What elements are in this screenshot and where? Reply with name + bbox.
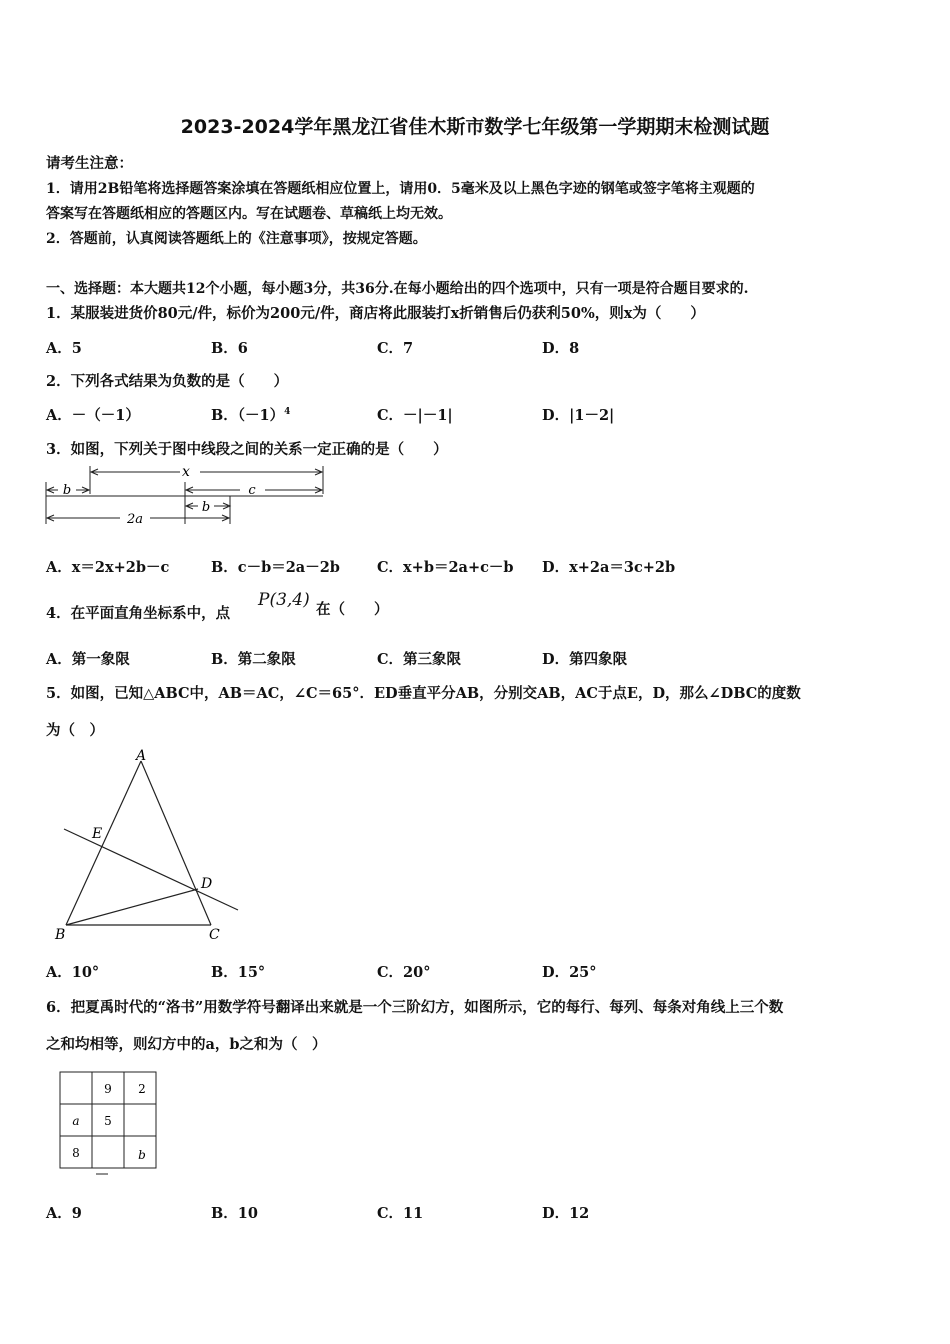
q5-stem-line-2: 为（ ） [46,722,104,739]
q2-option-a[interactable]: A．－（－1） [46,407,140,424]
q4-option-a[interactable]: A．第一象限 [46,651,130,668]
q3-label-b-top: b [62,483,72,498]
q4-option-d[interactable]: D．第四象限 [542,651,628,668]
notice-line-2: 2．答题前，认真阅读答题纸上的《注意事项》，按规定答题。 [46,231,427,247]
q5-option-b[interactable]: B．15° [211,964,266,981]
q4-stem-post: 在（ ） [316,601,389,618]
q2-option-b-base: B．（－1） [211,407,285,424]
q1-stem: 1．某服装进货价80元/件，标价为200元/件，商店将此服装打x折销售后仍获利50%，则x为（ ） [46,305,705,322]
q2-option-b-exponent: 4 [284,407,291,418]
q3-option-b[interactable]: B．c－b＝2a－2b [211,559,340,576]
q2-option-b[interactable] [211,404,290,425]
q4-point: P(3,4) [258,590,310,610]
notice-line-1: 1．请用2B铅笔将选择题答案涂填在答题纸相应位置上，请用0．5毫米及以上黑色字迹的钢笔或签字笔将主观题的 [46,181,755,197]
q5-label-d: D [201,876,213,892]
page-title: 2023-2024学年黑龙江省佳木斯市数学七年级第一学期期末检测试题 [180,116,770,138]
q5-label-e: E [92,826,103,842]
q5-option-d[interactable]: D．25° [542,964,597,981]
q6-option-d[interactable]: D．12 [542,1205,590,1222]
q6-cell-2-0: 8 [72,1146,80,1160]
q6-stem-line-1: 6．把夏禹时代的“洛书”用数学符号翻译出来就是一个三阶幻方，如图所示，它的每行、每列、每条对角线上三个数 [46,999,784,1016]
q4-stem-pre: 4．在平面直角坐标系中，点 [46,605,231,622]
q6-option-c[interactable]: C．11 [377,1205,424,1222]
q1-option-c[interactable]: C．7 [377,340,414,357]
q6-cell-0-1: 9 [104,1082,112,1096]
q5-label-b: B [55,927,66,943]
q5-triangle-figure [44,745,249,945]
q5-option-c[interactable]: C．20° [377,964,431,981]
notice-heading: 请考生注意： [46,155,133,172]
q1-option-d[interactable]: D．8 [542,340,580,357]
q2-option-d[interactable]: D．|1－2| [542,407,615,424]
q3-option-d[interactable]: D．x+2a＝3c+2b [542,559,676,576]
q5-label-a: A [136,748,147,764]
q3-stem: 3．如图，下列关于图中线段之间的关系一定正确的是（ ） [46,441,448,458]
q2-option-c[interactable]: C．－|－1| [377,407,453,424]
q6-cell-1-1: 5 [104,1114,112,1128]
q3-label-b-bottom: b [201,500,211,515]
q2-stem: 2．下列各式结果为负数的是（ ） [46,373,289,390]
q4-option-c[interactable]: C．第三象限 [377,651,462,668]
q3-option-c[interactable]: C．x+b＝2a+c－b [377,559,514,576]
section-heading: 一、选择题：本大题共12个小题，每小题3分，共36分.在每小题给出的四个选项中，只有一项是符合题目要求的. [46,281,749,297]
q6-cell-1-0: a [72,1114,80,1128]
q6-option-b[interactable]: B．10 [211,1205,258,1222]
q3-label-c: c [248,483,256,498]
notice-line-1b: 答案写在答题纸相应的答题区内。写在试题卷、草稿纸上均无效。 [46,206,452,222]
q6-cell-0-2: 2 [138,1082,146,1096]
q5-option-a[interactable]: A．10° [46,964,100,981]
q1-option-a[interactable]: A．5 [46,340,82,357]
q6-cell-2-2: b [138,1148,146,1162]
q5-label-c: C [209,927,220,943]
q3-option-a[interactable]: A．x＝2x+2b－c [46,559,170,576]
q6-magic-square [56,1068,162,1180]
q3-segment-figure [40,460,340,532]
q5-stem-line-1: 5．如图，已知△ABC中，AB＝AC，∠C＝65°．ED垂直平分AB，分别交AB，AC于点E，D，那么∠DBC的度数 [46,685,801,702]
q3-label-x: x [182,464,190,480]
q6-option-a[interactable]: A．9 [46,1205,82,1222]
q3-label-2a: 2a [126,512,144,527]
q4-option-b[interactable]: B．第二象限 [211,651,296,668]
q1-option-b[interactable]: B．6 [211,340,248,357]
q6-stem-line-2: 之和均相等，则幻方中的a，b之和为（ ） [46,1036,327,1053]
